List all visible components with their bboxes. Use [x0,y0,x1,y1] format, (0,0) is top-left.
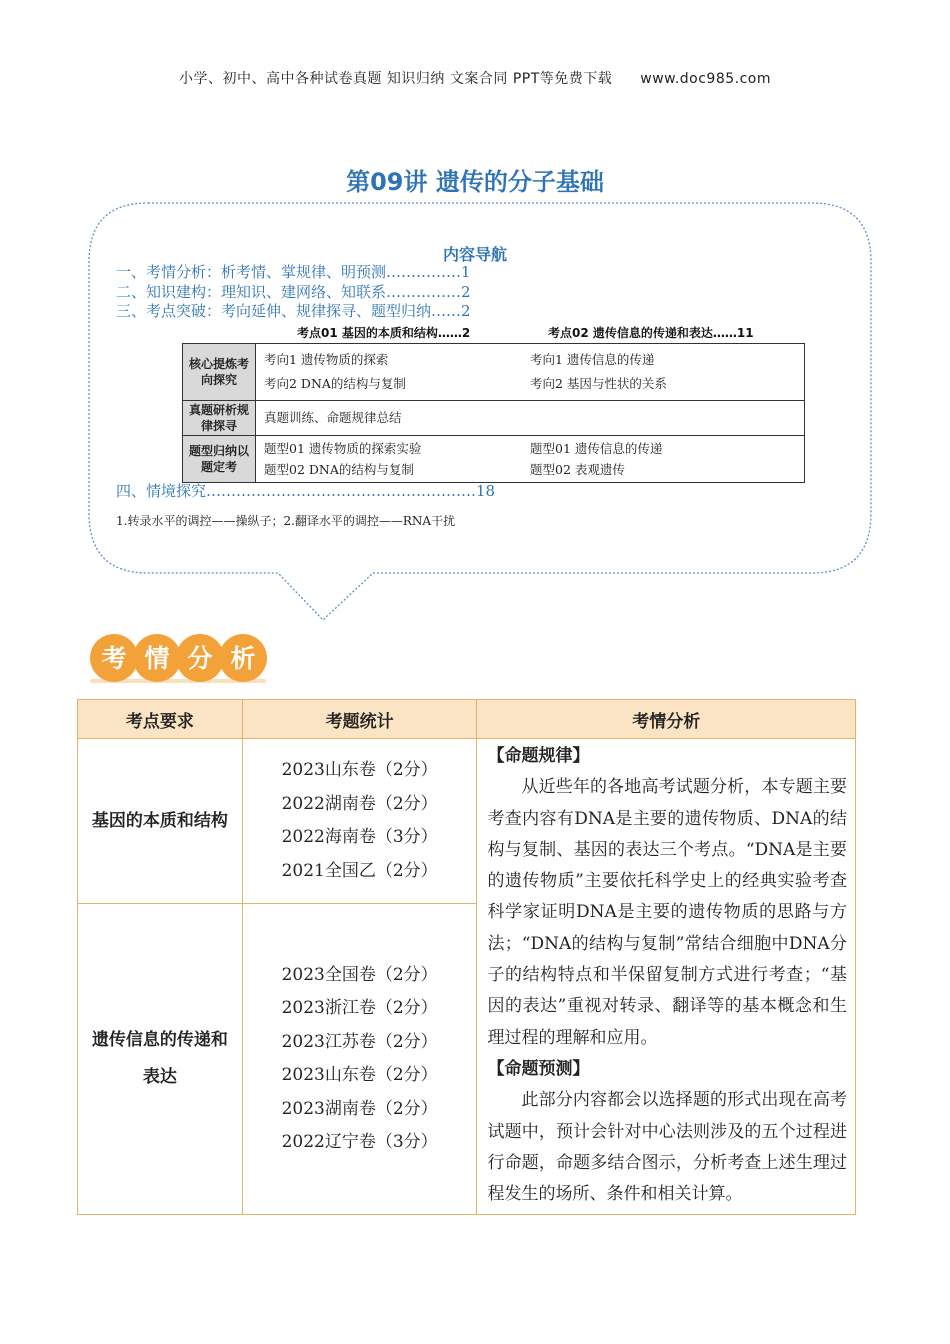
kaoqing-table [77,699,856,1215]
stat-item: 2023江苏卷（2分） [281,1031,438,1052]
kaodian-1[interactable]: 考点01 基因的本质和结构……2 [297,326,471,340]
page-title: 第09讲 遗传的分子基础 [346,168,604,196]
page-header [0,68,950,88]
nav-label-core: 核心提炼考向探究 [183,344,256,401]
stat-item: 2023湖南卷（2分） [281,1098,438,1119]
kaoqing-banner [88,632,268,690]
analysis-heading-2: 【命题预测】 [487,1058,590,1079]
nav-label-exam: 真题研析规律探寻 [183,401,256,436]
col-header-req: 考点要求 [78,700,243,739]
nav-title: 内容导航 [442,245,507,264]
nav-line-3[interactable]: 三、考点突破：考向延伸、规律探寻、题型归纳……2 [116,302,471,320]
header-url[interactable]: www.doc985.com [640,71,772,87]
banner-char: 析 [230,644,256,673]
nav-line-2[interactable]: 二、知识建构：理知识、建网络、知联系……………2 [116,283,471,301]
analysis-para-1: 从近些年的各地高考试题分析，本专题主要考查内容有DNA是主要的遗传物质、DNA的结构与复制、基因的表达三个考点。“DNA是主要的遗传物质”主要依托科学史上的经典实验考查科学家证明DNA是主要的遗传物质的思路与方法；“DNA的结构与复制”常结合细胞中DNA分子的结构特点和半保留复制方式进行考查；“基因的表达”重视对转录、翻译等的基本概念和生理过程的理解和应用。 [487,777,847,1048]
nav-label-types: 题型归纳以题定考 [183,436,256,483]
nav-line-4[interactable]: 四、情境探究………………………………………………18 [116,482,496,500]
req-cell-1: 基因的本质和结构 [78,739,243,904]
header-text: 小学、初中、高中各种试卷真题 知识归纳 文案合同 PPT等免费下载 [178,71,613,87]
req-cell-2: 遗传信息的传递和表达 [78,904,243,1215]
stat-item: 2023浙江卷（2分） [281,998,438,1019]
nav-item[interactable]: 题型01 遗传信息的传递 [530,441,663,456]
stat-item: 2023全国卷（2分） [281,964,438,985]
stat-item: 2023山东卷（2分） [281,760,438,781]
nav-item[interactable]: 真题训练、命题规律总结 [264,410,402,425]
nav-item[interactable]: 题型01 遗传物质的探索实验 [264,441,422,456]
nav-item[interactable]: 考向2 基因与性状的关系 [530,376,667,391]
stats-cell-1 [242,739,477,904]
nav-item[interactable]: 考向1 遗传信息的传递 [530,352,655,367]
nav-item[interactable]: 考向1 遗传物质的探索 [264,352,389,367]
stat-item: 2021全国乙（2分） [281,860,438,881]
kaodian-2[interactable]: 考点02 遗传信息的传递和表达……11 [548,326,754,340]
col-header-stats: 考题统计 [242,700,477,739]
banner-char: 情 [144,644,170,673]
nav-item[interactable]: 题型02 DNA的结构与复制 [264,462,414,477]
nav-item[interactable]: 题型02 表观遗传 [530,462,625,477]
nav-table [182,343,805,483]
stat-item: 2022海南卷（3分） [281,827,438,848]
col-header-analysis: 考情分析 [477,700,856,739]
stat-item: 2022辽宁卷（3分） [281,1132,438,1153]
stats-cell-2 [242,904,477,1215]
analysis-heading-1: 【命题规律】 [487,746,590,766]
stat-item: 2022湖南卷（2分） [281,793,438,814]
analysis-cell [477,739,856,1215]
banner-char: 考 [101,644,127,673]
nav-item[interactable]: 考向2 DNA的结构与复制 [264,376,406,391]
analysis-para-2: 此部分内容都会以选择题的形式出现在高考试题中，预计会针对中心法则涉及的五个过程进行命题，命题多结合图示，分析考查上述生理过程发生的场所、条件和相关计算。 [487,1090,847,1205]
situations-list: 1.转录水平的调控——操纵子；2.翻译水平的调控——RNA干扰 [116,514,456,528]
banner-char: 分 [187,644,213,673]
nav-line-1[interactable]: 一、考情分析：析考情、掌规律、明预测……………1 [116,263,471,281]
stat-item: 2023山东卷（2分） [281,1065,438,1086]
